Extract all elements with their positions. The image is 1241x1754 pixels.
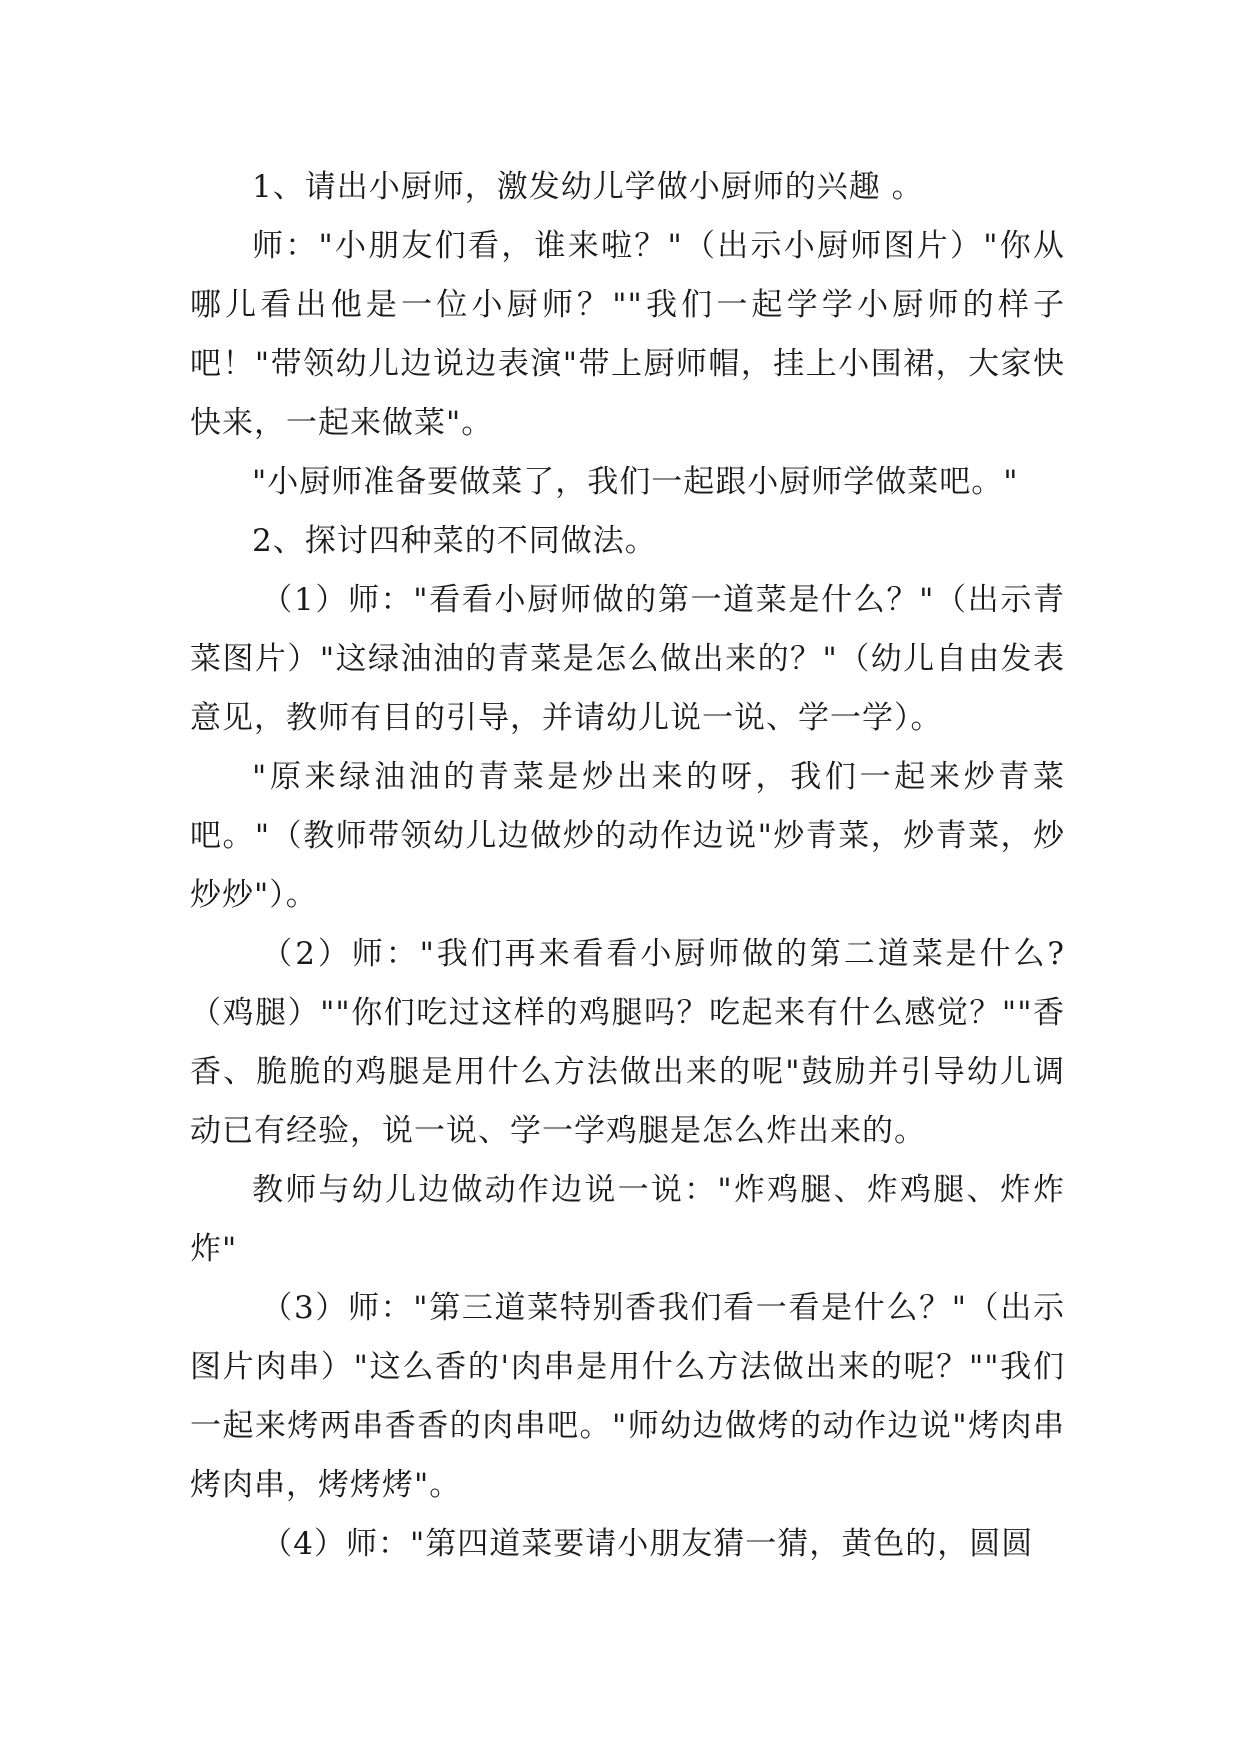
paragraph-10: （4）师："第四道菜要请小朋友猜一猜，黄色的，圆圆 [261, 1526, 1034, 1562]
paragraph-3: "小厨师准备要做菜了，我们一起跟小厨师学做菜吧。" [252, 464, 1019, 500]
paragraph-1: 1、请出小厨师，激发幼儿学做小厨师的兴趣 。 [252, 169, 924, 205]
paragraph-6: "原来绿油油的青菜是炒出来的呀，我们一起来炒青菜吧。"（教师带领幼儿边做炒的动作边说"炒青菜，炒青菜，炒炒炒"）。 [190, 759, 1065, 913]
paragraph-8: 教师与幼儿边做动作边说一说："炸鸡腿、炸鸡腿、炸炸炸" [190, 1172, 1065, 1267]
paragraph-5: （1）师："看看小厨师做的第一道菜是什么？"（出示青菜图片）"这绿油油的青菜是怎么做出来的？"（幼儿自由发表意见，教师有目的引导，并请幼儿说一说、学一学）。 [190, 582, 1065, 736]
document-body [190, 158, 1065, 1574]
paragraph-2: 师："小朋友们看，谁来啦？"（出示小厨师图片）"你从哪儿看出他是一位小厨师？""我们一起学学小厨师的样子吧！"带领幼儿边说边表演"带上厨师帽，挂上小围裙，大家快快来，一起来做菜"。 [190, 228, 1065, 441]
paragraph-4: 2、探讨四种菜的不同做法。 [252, 523, 657, 559]
paragraph-7: （2）师："我们再来看看小厨师做的第二道菜是什么?（鸡腿）""你们吃过这样的鸡腿吗？吃起来有什么感觉？""香香、脆脆的鸡腿是用什么方法做出来的呢"鼓励并引导幼儿调动已有经验，说一说、学一学鸡腿是怎么炸出来的。 [190, 936, 1065, 1149]
paragraph-9: （3）师："第三道菜特别香我们看一看是什么？"（出示图片肉串）"这么香的'肉串是用什么方法做出来的呢？""我们一起来烤两串香香的肉串吧。"师幼边做烤的动作边说"烤肉串烤肉串，烤烤烤"。 [190, 1290, 1065, 1503]
